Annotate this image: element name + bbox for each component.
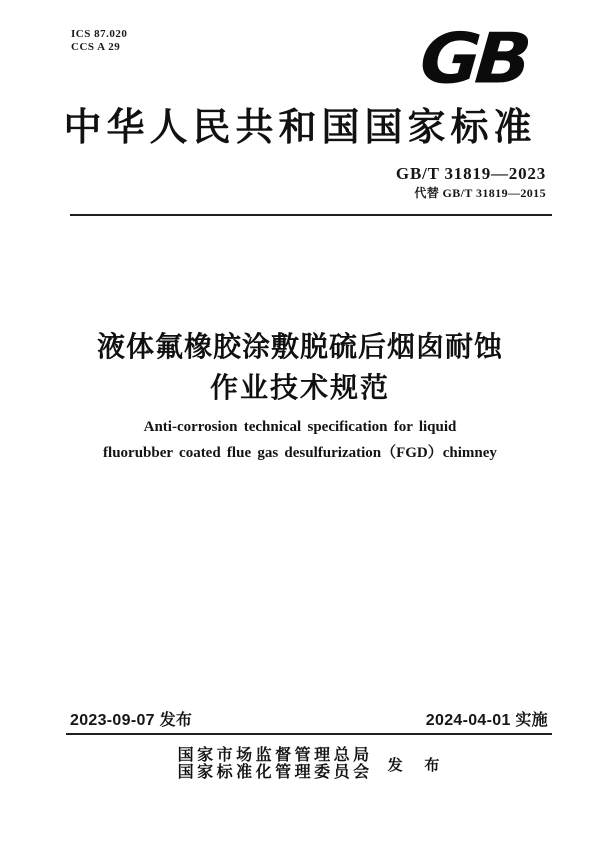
- national-standard-heading: 中华人民共和国国家标准: [63, 107, 537, 149]
- document-title-en-line2: fluorubber coated flue gas desulfurization（FGD）chimney: [103, 445, 497, 461]
- ics-code: ICS 87.020: [71, 28, 128, 40]
- classification-codes: [71, 28, 127, 54]
- ccs-code: CCS A 29: [71, 41, 121, 53]
- issuer-names: [178, 747, 373, 781]
- issuer-line2: 国家标准化管理委员会: [177, 764, 373, 781]
- document-title-cn-line2: 作业技术规范: [209, 372, 390, 403]
- document-title-cn: [0, 326, 600, 408]
- standard-number: GB/T 31819—2023: [395, 164, 546, 183]
- dates-row: [70, 711, 548, 730]
- footer-divider-line: [66, 733, 552, 735]
- issue-date: 2023-09-07 发布: [70, 712, 193, 729]
- header-divider-line: [70, 214, 552, 216]
- implementation-date: 2024-04-01 实施: [425, 712, 548, 729]
- replaces-note: 代替 GB/T 31819—2015: [414, 186, 546, 200]
- document-title-cn-line1: 液体氟橡胶涂敷脱硫后烟囱耐蚀: [96, 331, 503, 362]
- issuer-line1: 国家市场监督管理总局: [177, 747, 373, 764]
- issuer-block: [26, 747, 600, 781]
- document-title-en-line1: Anti-corrosion technical specification for liquid: [143, 419, 457, 435]
- standard-number-block: [396, 164, 546, 200]
- publish-label: 发 布: [387, 757, 449, 774]
- document-title-en: [0, 414, 600, 466]
- gb-logo: GB: [417, 18, 529, 100]
